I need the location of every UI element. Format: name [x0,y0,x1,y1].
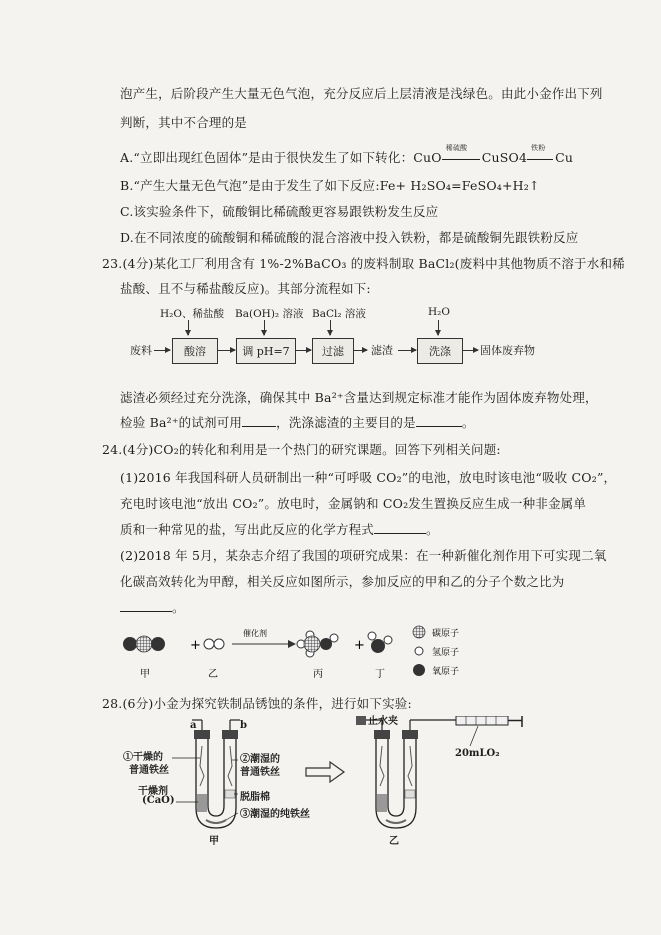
q24-line3: 充电时该电池“放出 CO₂”。放电时，金属钠和 CO₂发生置换反应生成一种非金属单 [120,496,587,511]
legend-oxygen-icon [413,664,425,676]
water-clamp [356,716,366,725]
label-cao: (CaO) [142,795,175,806]
reaction-arrow-2 [527,143,555,165]
molecule-bing-methanol [297,631,338,657]
wire-2 [228,746,232,786]
plus-sign-1: + [190,638,201,653]
q24-line5: (2)2018 年 5月，某杂志介绍了我国的项研究成果：在一种新催化剂作用下可实现二氧 [120,548,607,563]
step-adjust-ph: 调 pH=7 [236,338,296,364]
q22-option-a-text: A.“立即出现红色固体”是由于很快发生了如下转化： [120,150,414,165]
q23-line1: 23.(4分)某化工厂利用含有 1%-2%BaCO₃ 的废料制取 BaCl₂(废料中其他物质不溶于水和稀 [102,256,625,271]
label-dry-wire-2: 普通铁丝 [129,765,169,776]
q23-line2: 盐酸、且不与稀盐酸反应)。其部分流程如下: [120,281,371,296]
pure-iron-wire [206,820,226,823]
desiccant-cao [197,794,207,812]
syringe-o2 [456,716,522,727]
q24-line7 [120,598,185,616]
q24-line4 [120,520,439,538]
stopper-a [194,730,210,739]
filter-residue: 滤渣 [371,344,393,357]
step-filter: 过滤 [312,338,354,364]
arrow-down-1 [188,320,189,335]
q22-option-a [120,143,574,166]
input-waste: 废料 [130,344,152,357]
iron-rust-experiment-diagram [118,716,528,846]
label-a: a [190,720,197,731]
step-wash: 洗涤 [417,338,463,364]
legend-oxygen-label: 氧原子 [432,667,460,677]
q23-line4-part3: 。 [461,415,475,430]
arrow-right-0 [154,350,170,351]
arrow-right-1 [217,350,235,351]
reagent-label-2: 铁粉 [531,143,546,152]
legend-hydrogen-icon [415,647,423,655]
u-tube-yi [376,738,416,828]
wire-1 [200,746,204,786]
u-tube-jia [196,738,236,828]
step-acid-dissolve: 酸溶 [172,338,218,364]
q28-line1: 28.(6分)小金为探究铁制品锈蚀的条件，进行如下实验: [102,696,412,711]
reaction-arrow-1 [442,143,482,165]
catalyst-label: 催化剂 [243,629,267,638]
molecule-yi-h2 [204,639,224,649]
label-dry-wire-1: ①干燥的 [123,752,163,763]
label-water-clamp: 止水夹 [368,716,398,727]
cuo-formula: CuO [413,150,442,165]
q22-line2: 判断，其中不合理的是 [120,115,248,130]
cu-formula: Cu [555,150,574,165]
arrow-right-5 [462,350,478,351]
cuso4-formula: CuSO4 [481,150,528,165]
label-setup-yi: 乙 [389,836,399,847]
q24-line1: 24.(4分)CO₂的转化和利用是一个热门的研究课题。回答下列相关问题: [102,442,501,457]
label-bing: 丙 [313,669,323,680]
q23-line4-part1: 检验 Ba²⁺的试剂可用 [120,415,243,430]
molecule-ding-water [368,632,392,653]
answer-blank-ratio[interactable] [120,599,172,612]
q22-option-b: B.“产生大量无色气泡”是由于发生了如下反应:Fe+ H₂SO₄=FeSO₄+H₂↑ [120,178,540,193]
arrow-right-2 [295,350,311,351]
arrow-down-3 [330,320,331,335]
molecule-jia-co2 [123,636,165,652]
reagent-bacl2: BaCl₂ 溶液 [312,308,366,320]
q22-line1: 泡产生，后阶段产生大量无色气泡，充分反应后上层清液是浅绿色。由此小金作出下列 [120,86,603,101]
arrow-down-2 [264,320,265,335]
output-solid-waste: 固体废弃物 [480,344,535,357]
label-o2-volume: 20mLO₂ [455,748,500,759]
label-pure-iron: ③潮湿的纯铁丝 [240,809,310,820]
cotton-plug [225,790,235,798]
q22-option-d: D.在不同浓度的硫酸铜和稀硫酸的混合溶液中投入铁粉，都是硫酸铜先跟铁粉反应 [120,230,579,245]
q23-line4 [120,413,475,431]
reagent-water-hcl: H₂O、稀盐酸 [160,308,224,320]
legend-hydrogen-label: 氢原子 [432,648,460,658]
legend [413,626,459,677]
plus-sign-2: + [354,638,365,653]
q24-line7-end: 。 [172,600,185,615]
answer-blank-purpose[interactable] [416,414,462,427]
label-wet-wire-2: 普通铁丝 [240,767,280,778]
q24-line2: (1)2016 年我国科研人员研制出一种“可呼吸 CO₂”的电池，放电时该电池“吸收 CO₂”， [120,470,617,485]
label-ding: 丁 [375,669,385,680]
q24-line4-end: 。 [426,522,439,537]
molecule-reaction-diagram [110,622,490,682]
q24-line4-text: 质和一种常见的盐，写出此反应的化学方程式 [120,522,375,537]
reagent-baoh2: Ba(OH)₂ 溶液 [235,308,304,320]
q23-line3: 滤渣必须经过充分洗涤，确保其中 Ba²⁺含量达到规定标准才能作为固体废弃物处理， [120,390,598,405]
stopper-b [222,730,238,739]
reagent-water: H₂O [428,306,450,318]
arrow-down-4 [438,320,439,335]
arrow-right-4 [398,350,416,351]
transition-arrow [306,762,344,782]
answer-blank-reagent[interactable] [242,414,276,427]
legend-carbon-icon [413,626,425,638]
label-desiccant: 干燥剂 [138,786,168,797]
q23-line4-part2: ，洗涤滤渣的主要目的是 [276,415,416,430]
q22-option-c: C.该实验条件下，硫酸铜比稀硫酸更容易跟铁粉发生反应 [120,204,439,219]
label-setup-jia: 甲 [209,836,219,847]
reagent-label-1: 稀硫酸 [445,143,468,152]
answer-blank-equation[interactable] [374,521,426,534]
reaction-arrowhead [288,640,296,648]
label-wet-wire-1: ②潮湿的 [240,754,280,765]
label-yi: 乙 [208,669,218,680]
legend-carbon-label: 碳原子 [432,629,460,639]
arrow-right-3 [353,350,367,351]
label-jia: 甲 [140,669,150,680]
q24-line6: 化碳高效转化为甲醇，相关反应如图所示，参加反应的甲和乙的分子个数之比为 [120,574,565,589]
label-b: b [240,720,247,731]
label-cotton: 脱脂棉 [240,792,270,803]
